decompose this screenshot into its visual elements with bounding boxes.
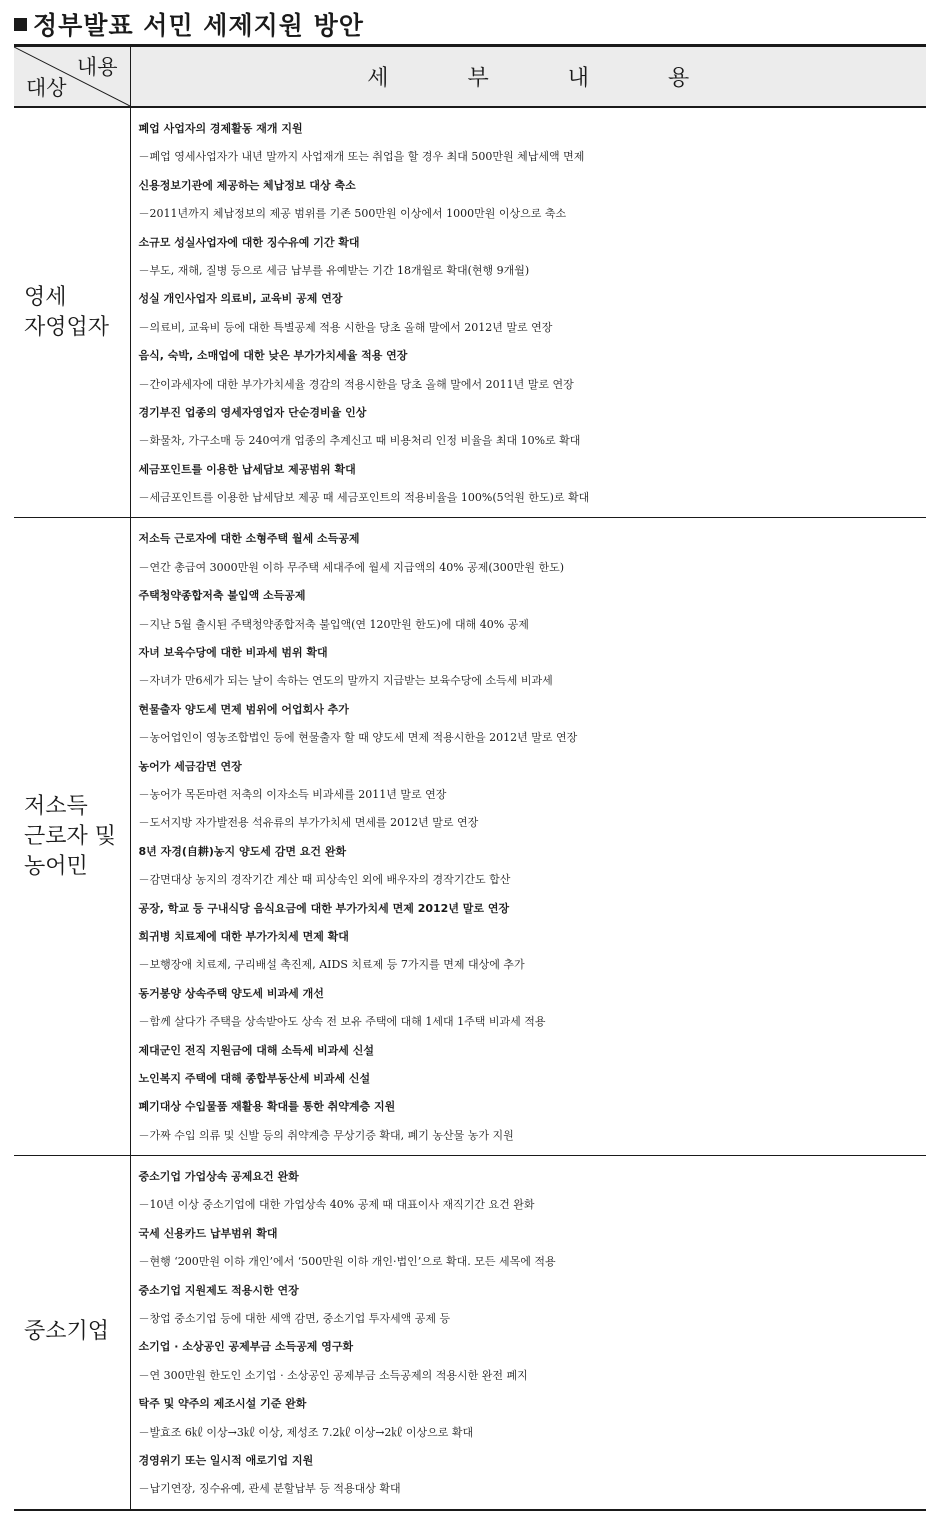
target-label-line: 자영업자 (24, 314, 110, 340)
measure-heading: 중소기업 가업상속 공제요건 완화 (138, 1170, 299, 1184)
measure-detail: －세금포인트를 이용한 납세담보 제공 때 세금포인트의 적용비율을 100%(5억원 한도)로 확대 (138, 491, 590, 505)
measure-heading: 소기업 · 소상공인 공제부금 소득공제 영구화 (138, 1340, 354, 1354)
measure-heading: 자녀 보육수당에 대한 비과세 범위 확대 (138, 646, 328, 660)
measure-heading: 경영위기 또는 일시적 애로기업 지원 (138, 1453, 314, 1467)
measure-detail: －폐업 영세사업자가 내년 말까지 사업재개 또는 취업을 할 경우 최대 500만원 체납세액 면제 (138, 150, 585, 164)
measure-detail: －화물차, 가구소매 등 240여개 업종의 추계신고 때 비용처리 인정 비율을 최대 10%로 확대 (138, 434, 581, 448)
measure-detail: －함께 살다가 주택을 상속받아도 상속 전 보유 주택에 대해 1세대 1주택 비과세 적용 (138, 1015, 546, 1029)
measure-heading: 현물출자 양도세 면제 범위에 어업회사 추가 (138, 702, 349, 716)
target-label-line: 저소득 (24, 793, 88, 819)
document-title (14, 6, 364, 42)
header-details-label: 세 부 내 용 (130, 46, 926, 108)
measure-heading: 국세 신용카드 납부범위 확대 (138, 1226, 278, 1240)
measure-heading: 동거봉양 상속주택 양도세 비과세 개선 (138, 986, 324, 1000)
header-target-label: 대상 (26, 76, 67, 100)
measure-heading: 탁주 및 약주의 제조시설 기준 완화 (138, 1397, 307, 1411)
measure-heading: 세금포인트를 이용한 납세담보 제공범위 확대 (138, 462, 356, 476)
measure-detail: －농어가 목돈마련 저축의 이자소득 비과세를 2011년 말로 연장 (138, 787, 447, 801)
measure-detail: －지난 5월 출시된 주택청약종합저축 불입액(연 120만원 한도)에 대해 40% 공제 (138, 617, 529, 631)
measure-heading: 폐기대상 수입물품 재활용 확대를 통한 취약계층 지원 (138, 1100, 396, 1114)
target-label-line: 중소기업 (24, 1319, 110, 1345)
table-header-row (14, 46, 926, 108)
measure-detail: －보행장애 치료제, 구리배설 촉진제, AIDS 치료제 등 7가지를 면제 대상에 추가 (138, 958, 525, 972)
measure-detail: －현행 ‘200만원 이하 개인’에서 ‘500만원 이하 개인·법인’으로 확대. 모든 세목에 적용 (138, 1255, 556, 1269)
measure-heading: 희귀병 치료제에 대한 부가가치세 면제 확대 (138, 929, 349, 943)
measure-heading: 농어가 세금감면 연장 (138, 759, 242, 773)
target-cell (14, 1156, 130, 1510)
measure-heading: 8년 자경(自耕)농지 양도세 감면 요건 완화 (138, 844, 347, 858)
measure-detail: －감면대상 농지의 경작기간 계산 때 피상속인 외에 배우자의 경작기간도 합산 (138, 873, 511, 887)
measure-detail: －간이과세자에 대한 부가가치세율 경감의 적용시한을 당초 올해 말에서 2011년 말로 연장 (138, 377, 574, 391)
table-row (14, 518, 926, 1156)
measure-detail: －2011년까지 체납정보의 제공 범위를 기존 500만원 이상에서 1000만원 이상으로 축소 (138, 207, 567, 221)
content-cell (130, 518, 926, 1156)
target-cell (14, 107, 130, 518)
measure-detail: －가짜 수입 의류 및 신발 등의 취약계층 무상기증 확대, 폐기 농산물 농가 지원 (138, 1128, 514, 1142)
measure-heading: 폐업 사업자의 경제활동 재개 지원 (138, 122, 303, 135)
table-body (14, 107, 926, 1510)
measure-detail: －납기연장, 징수유예, 관세 분할납부 등 적용대상 확대 (138, 1482, 401, 1496)
target-label-line: 영세 (24, 284, 67, 310)
table-row (14, 1156, 926, 1510)
tax-support-table (14, 44, 926, 1511)
content-cell (130, 1156, 926, 1510)
measure-heading: 제대군인 전직 지원금에 대해 소득세 비과세 신설 (138, 1043, 374, 1057)
measure-detail: －자녀가 만6세가 되는 날이 속하는 연도의 말까지 지급받는 보육수당에 소득세 비과세 (138, 674, 553, 688)
measure-detail: －도서지방 자가발전용 석유류의 부가가치세 면세를 2012년 말로 연장 (138, 816, 479, 830)
square-bullet-icon (14, 18, 27, 31)
measure-heading: 음식, 숙박, 소매업에 대한 낮은 부가가치세율 적용 연장 (138, 349, 408, 363)
measure-heading: 저소득 근로자에 대한 소형주택 월세 소득공제 (138, 532, 360, 546)
measure-heading: 노인복지 주택에 대해 종합부동산세 비과세 신설 (138, 1071, 371, 1085)
diagonal-header-cell (14, 46, 130, 108)
title-text: 정부발표 서민 세제지원 방안 (33, 11, 364, 40)
measure-detail: －10년 이상 중소기업에 대한 가업상속 40% 공제 때 대표이사 재직기간 요건 완화 (138, 1198, 535, 1212)
table-row (14, 107, 926, 518)
header-content-label: 내용 (76, 55, 118, 79)
measure-heading: 경기부진 업종의 영세자영업자 단순경비율 인상 (138, 405, 367, 419)
measure-heading: 신용정보기관에 제공하는 체납정보 대상 축소 (138, 178, 356, 192)
target-cell (14, 518, 130, 1156)
measure-heading: 공장, 학교 등 구내식당 음식요금에 대한 부가가치세 면제 2012년 말로 연장 (138, 901, 510, 915)
target-label-line: 근로자 및 (24, 823, 117, 849)
measure-heading: 성실 개인사업자 의료비, 교육비 공제 연장 (138, 292, 343, 306)
measure-heading: 주택청약종합저축 불입액 소득공제 (138, 589, 306, 603)
measure-heading: 중소기업 지원제도 적용시한 연장 (138, 1283, 299, 1297)
measure-detail: －발효조 6㎘ 이상→3㎘ 이상, 제성조 7.2㎘ 이상→2㎘ 이상으로 확대 (138, 1425, 474, 1439)
content-cell (130, 107, 926, 518)
measure-detail: －창업 중소기업 등에 대한 세액 감면, 중소기업 투자세액 공제 등 (138, 1312, 451, 1326)
measure-detail: －연간 총급여 3000만원 이하 무주택 세대주에 월세 지급액의 40% 공제(300만원 한도) (138, 560, 565, 574)
measure-detail: －연 300만원 한도인 소기업 · 소상공인 공제부금 소득공제의 적용시한 완전 폐지 (138, 1368, 528, 1382)
measure-detail: －의료비, 교육비 등에 대한 특별공제 적용 시한을 당초 올해 말에서 2012년 말로 연장 (138, 320, 553, 334)
measure-detail: －농어업인이 영농조합법인 등에 현물출자 할 때 양도세 면제 적용시한을 2012년 말로 연장 (138, 731, 578, 745)
measure-heading: 소규모 성실사업자에 대한 징수유예 기간 확대 (138, 235, 360, 249)
measure-detail: －부도, 재해, 질병 등으로 세금 납부를 유예받는 기간 18개월로 확대(현행 9개월) (138, 263, 530, 277)
target-label-line: 농어민 (24, 853, 88, 879)
